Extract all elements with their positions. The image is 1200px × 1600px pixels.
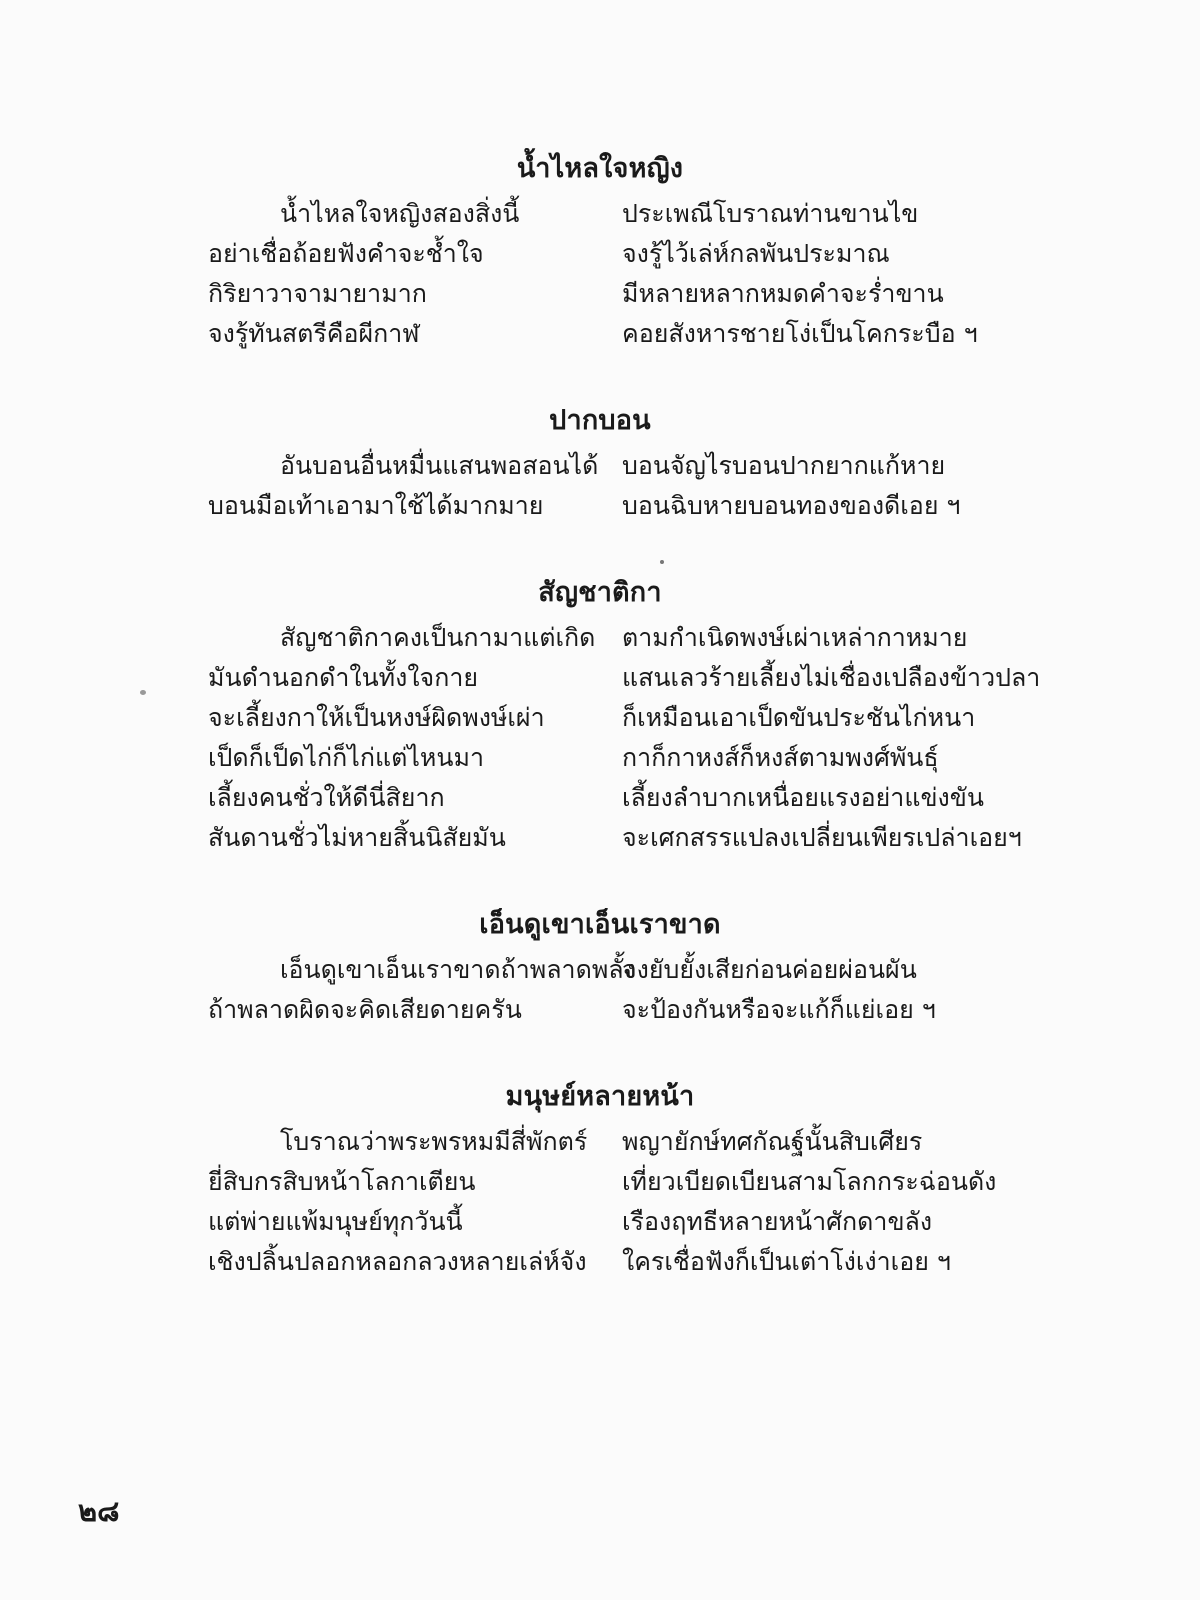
verse-line: เลี้ยงลำบากเหนื่อยแรงอย่าแข่งขัน bbox=[622, 783, 984, 812]
poem-title: สัญชาติกา bbox=[538, 577, 662, 608]
verse-line: โบราณว่าพระพรหมมีสี่พักตร์ bbox=[280, 1127, 588, 1156]
verse-line: พญายักษ์ทศกัณฐ์นั้นสิบเศียร bbox=[622, 1127, 923, 1156]
poem-title: น้ำไหลใจหญิง bbox=[516, 153, 684, 184]
verse-line: บอนฉิบหายบอนทองของดีเอย ฯ bbox=[622, 491, 961, 520]
verse-line: น้ำไหลใจหญิงสองสิ่งนี้ bbox=[280, 199, 520, 228]
verse-line: ใครเชื่อฟังก็เป็นเต่าโง่เง่าเอย ฯ bbox=[622, 1247, 951, 1276]
verse-line: เที่ยวเบียดเบียนสามโลกกระฉ่อนดัง bbox=[622, 1167, 997, 1196]
verse-line: สัญชาติกาคงเป็นกามาแต่เกิด bbox=[280, 623, 596, 652]
verse-line: อย่าเชื่อถ้อยฟังคำจะช้ำใจ bbox=[208, 239, 484, 268]
verse-line: มันดำนอกดำในทั้งใจกาย bbox=[208, 663, 479, 692]
verse-line: จงรู้ไว้เล่ห์กลพันประมาณ bbox=[622, 239, 890, 268]
verse-line: สันดานชั่วไม่หายสิ้นนิสัยมัน bbox=[208, 823, 506, 852]
verse-line: จงยับยั้งเสียก่อนค่อยผ่อนผัน bbox=[622, 955, 917, 984]
verse-line: บอนจัญไรบอนปากยากแก้หาย bbox=[622, 451, 946, 480]
verse-line: แต่พ่ายแพ้มนุษย์ทุกวันนี้ bbox=[208, 1207, 463, 1236]
verse-line: เป็ดก็เป็ดไก่ก็ไก่แต่ไหนมา bbox=[208, 743, 485, 772]
verse-line: เชิงปลิ้นปลอกหลอกลวงหลายเล่ห์จัง bbox=[208, 1247, 587, 1276]
verse-line: จะเลี้ยงกาให้เป็นหงษ์ผิดพงษ์เผ่า bbox=[208, 703, 545, 732]
verse-line: เลี้ยงคนชั่วให้ดีนี่สิยาก bbox=[208, 783, 445, 812]
verse-line: เอ็นดูเขาเอ็นเราขาดถ้าพลาดพลั้ง bbox=[280, 955, 636, 984]
verse-line: แสนเลวร้ายเลี้ยงไม่เชื่องเปลืองข้าวปลา bbox=[622, 663, 1041, 692]
verse-line: บอนมือเท้าเอามาใช้ได้มากมาย bbox=[208, 491, 544, 520]
verse-line: เรืองฤทธีหลายหน้าศักดาขลัง bbox=[622, 1207, 933, 1236]
verse-line: ยี่สิบกรสิบหน้าโลกาเตียน bbox=[208, 1167, 476, 1196]
verse-line: จะเศกสรรแปลงเปลี่ยนเพียรเปล่าเอยฯ bbox=[622, 823, 1022, 852]
verse-line: ตามกำเนิดพงษ์เผ่าเหล่ากาหมาย bbox=[622, 623, 968, 652]
poem-title: ปากบอน bbox=[549, 405, 651, 436]
poem-title: เอ็นดูเขาเอ็นเราขาด bbox=[479, 909, 721, 940]
verse-line: มีหลายหลากหมดคำจะร่ำขาน bbox=[622, 279, 944, 308]
page-number: ๒๘ bbox=[78, 1494, 120, 1528]
verse-line: ถ้าพลาดผิดจะคิดเสียดายครัน bbox=[208, 995, 522, 1024]
verse-line: จะป้องกันหรือจะแก้ก็แย่เอย ฯ bbox=[622, 995, 936, 1024]
verse-line: ประเพณีโบราณท่านขานไข bbox=[622, 199, 919, 228]
scan-speck bbox=[140, 690, 146, 695]
verse-line: กาก็กาหงส์ก็หงส์ตามพงศ์พันธุ์ bbox=[622, 743, 939, 772]
poem-title: มนุษย์หลายหน้า bbox=[505, 1081, 695, 1112]
scan-speck bbox=[660, 560, 664, 564]
verse-line: จงรู้ทันสตรีคือผีกาฬ bbox=[208, 319, 420, 348]
verse-line: อันบอนอื่นหมื่นแสนพอสอนได้ bbox=[280, 451, 599, 480]
verse-line: คอยสังหารชายโง่เป็นโคกระบือ ฯ bbox=[622, 319, 978, 348]
verse-line: กิริยาวาจามายามาก bbox=[208, 279, 427, 308]
verse-line: ก็เหมือนเอาเป็ดขันประชันไก่หนา bbox=[622, 703, 976, 732]
